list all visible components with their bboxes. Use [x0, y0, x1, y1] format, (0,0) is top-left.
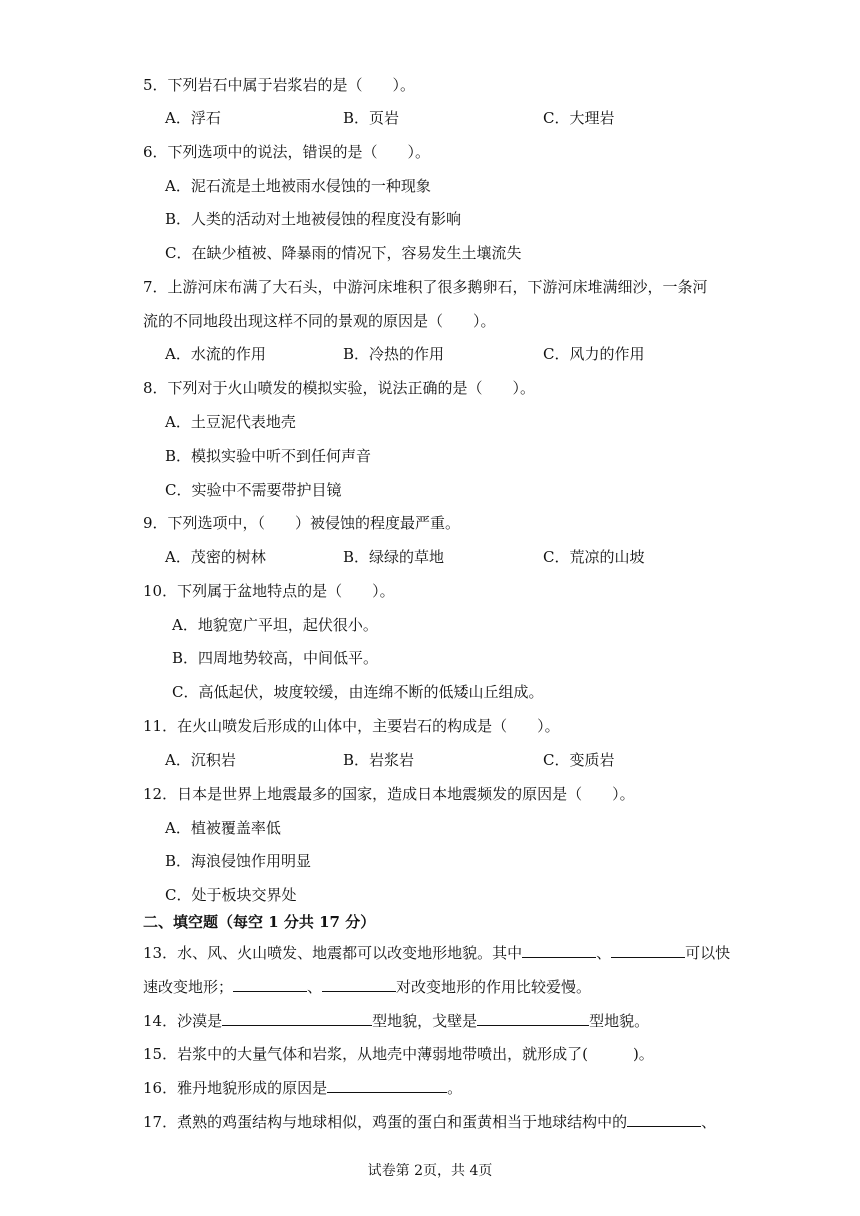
question-13-text-6: 对改变地形的作用比较爱慢。: [396, 978, 592, 996]
question-6-option-a: A．泥石流是土地被雨水侵蚀的一种现象: [165, 177, 431, 195]
question-11-option-b: B．岩浆岩: [343, 751, 415, 769]
question-11-option-a: A．沉积岩: [165, 751, 236, 769]
question-13-text-2: 、: [596, 944, 612, 962]
answer-blank[interactable]: [477, 1010, 589, 1026]
question-11-stem: 11．在火山喷发后形成的山体中，主要岩石的构成是（ ）。: [143, 717, 560, 735]
question-12-option-c: C．处于板块交界处: [165, 886, 297, 904]
question-13-text-5: 、: [307, 978, 323, 996]
section-2-title: 二、填空题（每空 1 分共 17 分）: [143, 913, 376, 931]
question-7-stem-line2: 流的不同地段出现这样不同的景观的原因是（ ）。: [143, 312, 496, 330]
answer-blank[interactable]: [611, 942, 685, 958]
question-5-option-b: B．页岩: [343, 109, 400, 127]
question-7-option-a: A．水流的作用: [165, 345, 266, 363]
question-13-text-3: 可以快: [685, 944, 731, 962]
question-16-text-1: 16．雅丹地貌形成的原因是: [143, 1079, 328, 1097]
question-10-option-c: C．高低起伏，坡度较缓，由连绵不断的低矮山丘组成。: [172, 683, 544, 701]
question-11-option-c: C．变质岩: [543, 751, 615, 769]
question-16: [143, 1077, 462, 1098]
question-10-option-a: A．地貌宽广平坦，起伏很小。: [172, 616, 378, 634]
answer-blank[interactable]: [522, 942, 596, 958]
question-17-text-1: 17．煮熟的鸡蛋结构与地球相似，鸡蛋的蛋白和蛋黄相当于地球结构中的: [143, 1113, 628, 1131]
question-15: 15．岩浆中的大量气体和岩浆，从地壳中薄弱地带喷出，就形成了( )。: [143, 1045, 654, 1063]
question-17-text-2: 、: [701, 1113, 717, 1131]
question-12-stem: 12．日本是世界上地震最多的国家，造成日本地震频发的原因是（ ）。: [143, 785, 635, 803]
question-10-stem: 10．下列属于盆地特点的是（ ）。: [143, 582, 395, 600]
question-14-text-1: 14．沙漠是: [143, 1012, 223, 1030]
page-footer: 试卷第 2页，共 4页: [367, 1163, 493, 1179]
answer-blank[interactable]: [322, 976, 396, 992]
question-7-stem-line1: 7．上游河床布满了大石头，中游河床堆积了很多鹅卵石，下游河床堆满细沙，一条河: [143, 278, 708, 296]
question-6-stem: 6．下列选项中的说法，错误的是（ ）。: [143, 143, 431, 161]
question-8-stem: 8．下列对于火山喷发的模拟实验，说法正确的是（ ）。: [143, 379, 536, 397]
answer-blank[interactable]: [222, 1010, 372, 1026]
question-6-option-c: C．在缺少植被、降暴雨的情况下，容易发生土壤流失: [165, 244, 522, 262]
question-9-option-b: B．绿绿的草地: [343, 548, 445, 566]
question-5-option-c: C．大理岩: [543, 109, 615, 127]
question-5-option-a: A．浮石: [165, 109, 221, 127]
question-10-option-b: B．四周地势较高，中间低平。: [172, 649, 379, 667]
question-5-stem: 5．下列岩石中属于岩浆岩的是（ ）。: [143, 76, 416, 94]
answer-blank[interactable]: [327, 1077, 447, 1093]
question-12-option-b: B．海浪侵蚀作用明显: [165, 852, 312, 870]
question-6-option-b: B．人类的活动对土地被侵蚀的程度没有影响: [165, 210, 462, 228]
question-9-stem: 9．下列选项中，（ ）被侵蚀的程度最严重。: [143, 514, 461, 532]
question-7-option-b: B．冷热的作用: [343, 345, 445, 363]
question-13-line2: [143, 976, 591, 997]
question-14: [143, 1010, 649, 1031]
question-12-option-a: A．植被覆盖率低: [165, 819, 281, 837]
question-7-option-c: C．风力的作用: [543, 345, 645, 363]
question-14-text-3: 型地貌。: [589, 1012, 650, 1030]
question-16-text-2: 。: [447, 1079, 463, 1097]
question-13-text-4: 速改变地形；: [143, 978, 234, 996]
question-17: [143, 1111, 716, 1132]
question-14-text-2: 型地貌，戈壁是: [372, 1012, 478, 1030]
question-9-option-a: A．茂密的树林: [165, 548, 266, 566]
question-8-option-c: C．实验中不需要带护目镜: [165, 481, 342, 499]
answer-blank[interactable]: [233, 976, 307, 992]
question-8-option-a: A．土豆泥代表地壳: [165, 413, 296, 431]
answer-blank[interactable]: [627, 1111, 701, 1127]
question-13-text-1: 13．水、风、火山喷发、地震都可以改变地形地貌。其中: [143, 944, 523, 962]
question-13-line1: [143, 942, 730, 963]
question-8-option-b: B．模拟实验中听不到任何声音: [165, 447, 372, 465]
question-9-option-c: C．荒凉的山坡: [543, 548, 645, 566]
